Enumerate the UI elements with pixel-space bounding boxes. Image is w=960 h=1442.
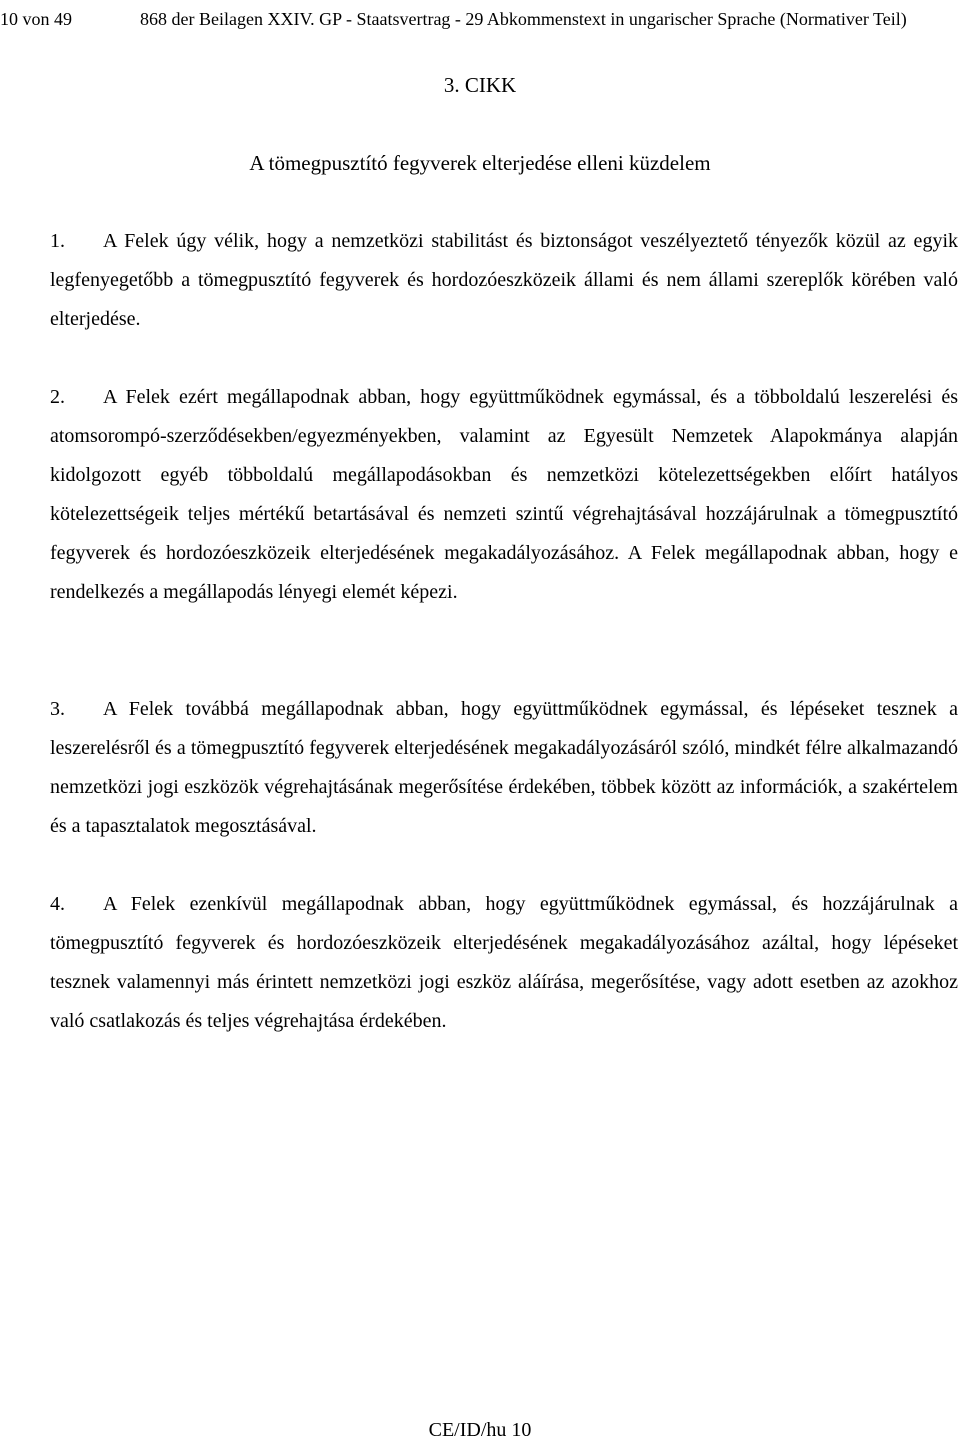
paragraph-text: A Felek úgy vélik, hogy a nemzetközi stabilitást és biztonságot veszélyeztető tényezők közül az egyik legfenyegetőbb a tömegpusztító fegyverek és hordozóeszközeik állami és nem állami szereplők körében való elterjedése.: [50, 230, 958, 330]
paragraph-text: A Felek ezenkívül megállapodnak abban, hogy együttműködnek egymással, és hozzájárulnak a tömegpusztító fegyverek és hordozóeszközeik elterjedésének megakadályozásához azáltal, hogy lépéseket tesznek valamennyi más érintett nemzetközi jogi eszköz aláírása, megerősítése, vagy adott esetben az azokhoz való csatlakozás és teljes végrehajtása érdekében.: [50, 893, 958, 1032]
paragraph-2: [50, 378, 958, 612]
document-title: 868 der Beilagen XXIV. GP - Staatsvertrag - 29 Abkommenstext in ungarischer Sprache (Normativer Teil): [140, 9, 907, 29]
page-number: 10 von 49: [0, 9, 72, 29]
paragraph-number: 1.: [50, 230, 65, 252]
paragraph-number: 3.: [50, 698, 65, 720]
paragraph-text: A Felek ezért megállapodnak abban, hogy együttműködnek egymással, és a többoldalú leszerelési és atomsorompó-szerződésekben/egyezményekben, valamint az Egyesült Nemzetek Alapokmánya alapján kidolgozott egyéb többoldalú megállapodásokban és nemzetközi kötelezettségekben előírt hatályos kötelezettségeik teljes mértékű betartásával és nemzeti szintű végrehajtásával hozzájárulnak a tömegpusztító fegyverek és hordozóeszközeik elterjedésének megakadályozásához. A Felek megállapodnak abban, hogy e rendelkezés a megállapodás lényegi elemét képezi.: [50, 386, 958, 603]
paragraph-4: [50, 885, 958, 1041]
article-number: 3. CIKK: [443, 73, 517, 97]
paragraph-1: [50, 222, 958, 339]
paragraph-3: [50, 690, 958, 846]
paragraph-number: 2.: [50, 386, 65, 408]
page-header: [0, 6, 960, 32]
article-title: A tömegpusztító fegyverek elterjedése elleni küzdelem: [249, 151, 711, 175]
paragraph-number: 4.: [50, 893, 65, 915]
paragraph-text: A Felek továbbá megállapodnak abban, hogy együttműködnek egymással, és lépéseket tesznek a leszerelésről és a tömegpusztító fegyverek elterjedésének megakadályozásáról szóló, mindkét félre alkalmazandó nemzetközi jogi eszközök végrehajtásának megerősítése érdekében, többek között az információk, a szakértelem és a tapasztalatok megosztásával.: [50, 698, 958, 837]
page-footer: CE/ID/hu 10: [428, 1419, 532, 1441]
